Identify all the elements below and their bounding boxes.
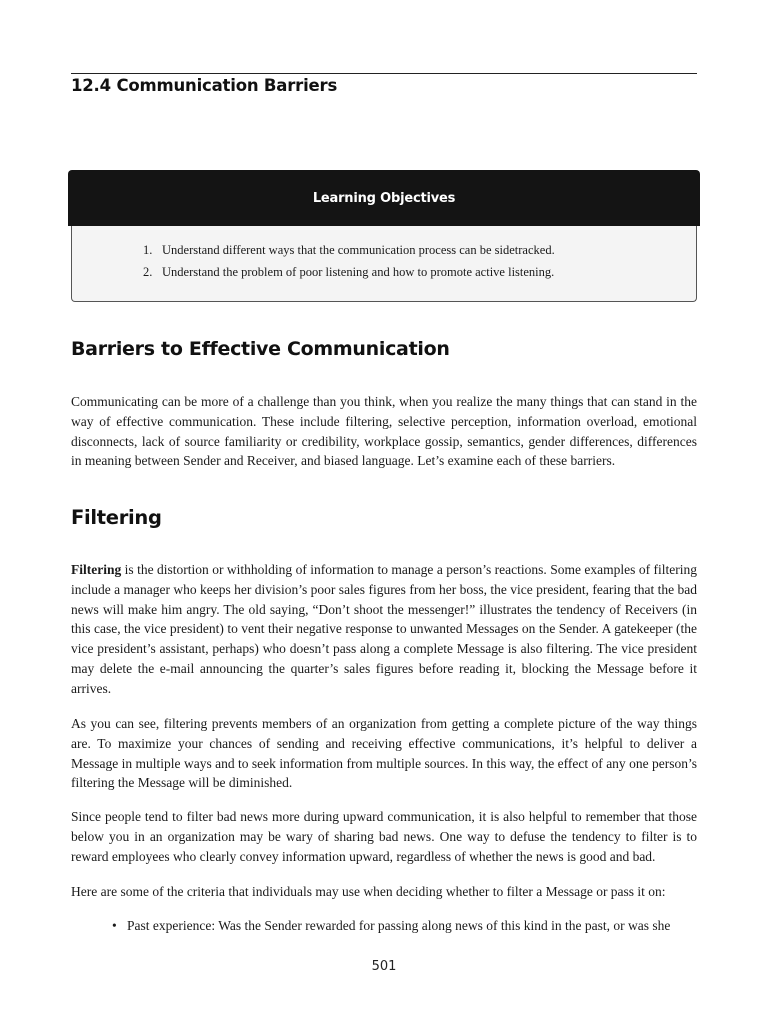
- learning-objective-text: Understand the problem of poor listening and how to promote active listening.: [162, 264, 555, 279]
- filtering-paragraph-1-text: is the distortion or withholding of information to manage a person’s reactions. Some examples of filtering include a manager who keeps her division’s poor sales figures from her boss, the vice president, fearing that the bad news will make him angry. The old saying, “Don’t shoot the messenger!” illustrates the tendency of Receivers (in this case, the vice president) to vent their negative response to unwanted Messages on the Sender. A gatekeeper (the vice president’s assistant, perhaps) who doesn’t pass along a complete Message is also filtering. The vice president may delete the e-mail announcing the quarter’s sales figures before reading it, blocking the Message before it arrives.: [71, 562, 697, 696]
- learning-objectives-box: [68, 170, 700, 302]
- bullet-icon: •: [112, 918, 117, 933]
- top-rule: [71, 73, 697, 74]
- filtering-paragraph-3: Since people tend to filter bad news more during upward communication, it is also helpful to remember that those below you in an organization may be wary of sharing bad news. One way to defuse the tendency to filter is to reward employees who clearly convey information upward, regardless of whether the news is good and bad.: [71, 809, 697, 864]
- chapter-title: 12.4 Communication Barriers: [71, 76, 338, 95]
- learning-objective-text: Understand different ways that the communication process can be sidetracked.: [162, 243, 555, 257]
- filtering-paragraph-2: As you can see, filtering prevents members of an organization from getting a complete picture of the way things are. To maximize your chances of sending and receiving effective communications, it’s helpful to deliver a Message in multiple ways and to seek information from multiple sources. In this way, the effect of any one person’s filtering the Message will be diminished.: [71, 716, 697, 791]
- barriers-heading: Barriers to Effective Communication: [71, 338, 450, 360]
- learning-objectives-heading: Learning Objectives: [68, 170, 700, 226]
- bullet-text: Past experience: Was the Sender rewarded for passing along news of this kind in the past, or was she: [127, 918, 671, 933]
- barriers-paragraph: Communicating can be more of a challenge than you think, when you realize the many things that can stand in the way of effective communication. These include filtering, selective perception, information overload, emotional disconnects, lack of source familiarity or credibility, workplace gossip, semantics, gender differences, differences in meaning between Sender and Receiver, and biased language. Let’s examine each of these barriers.: [71, 394, 697, 469]
- list-item: [112, 916, 697, 936]
- learning-objectives-list: [72, 240, 696, 283]
- learning-objective-item: [143, 262, 696, 284]
- list-number: 2.: [143, 264, 153, 279]
- filtering-criteria-intro: Here are some of the criteria that individuals may use when deciding whether to filter a Message or pass it on:: [71, 884, 666, 899]
- list-number: 1.: [143, 243, 153, 257]
- filtering-heading: Filtering: [71, 506, 162, 529]
- criteria-bullet-list: [112, 916, 697, 936]
- learning-objective-item: [143, 240, 696, 262]
- learning-objectives-body: [71, 226, 697, 302]
- filtering-paragraph-1: [71, 560, 697, 699]
- page-number: 501: [371, 959, 397, 974]
- key-term: Filtering: [71, 562, 122, 577]
